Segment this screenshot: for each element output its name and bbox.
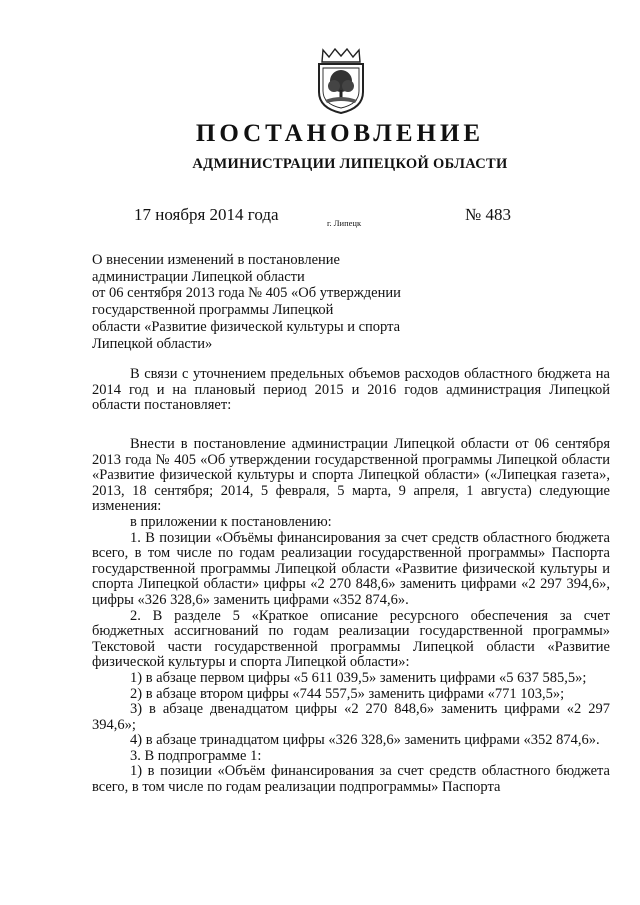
document-date: 17 ноября 2014 года <box>134 205 279 224</box>
document-heading <box>92 252 472 352</box>
issuing-authority: АДМИНИСТРАЦИИ ЛИПЕЦКОЙ ОБЛАСТИ <box>192 156 508 172</box>
heading-line: государственной программы Липецкой <box>92 302 334 319</box>
preamble-block <box>92 367 610 414</box>
lipetsk-coat-of-arms-icon <box>315 48 367 114</box>
preamble-paragraph: В связи с уточнением предельных объемов расходов областного бюджета на 2014 год и на плановый период 2015 и 2016 годов администрация Липецкой области постановляет: <box>92 366 610 414</box>
document-title: ПОСТАНОВЛЕНИЕ <box>195 120 485 147</box>
heading-line: Липецкой области» <box>92 335 213 352</box>
heading-line: от 06 сентября 2013 года № 405 «Об утверждении <box>92 285 401 302</box>
document-city: г. Липецк <box>327 218 362 228</box>
heading-line: области «Развитие физической культуры и спорта <box>92 318 401 335</box>
document-body <box>92 437 610 796</box>
body-paragraph: 3. В подпрограмме 1: <box>130 747 262 764</box>
body-paragraph: 1) в позиции «Объём финансирования за счет средств областного бюджета всего, в том числе по годам реализации подпрограммы» Паспорта <box>92 763 610 796</box>
body-paragraph: Внести в постановление администрации Липецкой области от 06 сентября 2013 года № 405 «Об утверждении государственной программы Липецкой области «Развитие физической культуры и спорта Липецкой области» («Липецкая газета», 2013, 18 сентября; 2014, 5 февраля, 5 марта, 9 апреля, 1 августа) следующие изменения: <box>92 436 610 515</box>
body-paragraph: 4) в абзаце тринадцатом цифры «326 328,6» заменить цифрами «352 874,6». <box>130 732 600 749</box>
body-paragraph: 2. В разделе 5 «Краткое описание ресурсного обеспечения за счет бюджетных ассигнований по годам реализации государственной программы» Текстовой части государственной программы Липецкой области «Развитие физической культуры и спорта Липецкой области»: <box>92 607 610 671</box>
heading-line: О внесении изменений в постановление <box>92 252 340 268</box>
body-paragraph: 3) в абзаце двенадцатом цифры «2 270 848,6» заменить цифрами «2 297 394,6»; <box>92 701 610 733</box>
heading-line: администрации Липецкой области <box>92 268 305 285</box>
body-paragraph: в приложении к постановлению: <box>130 513 332 530</box>
body-paragraph: 1. В позиции «Объёмы финансирования за счет средств областного бюджета всего, в том числе по годам реализации государственной программы» Паспорта государственной программы Липецкой области «Развитие физической культуры и спорта Липецкой области» цифры «2 270 848,6» заменить цифрами «2 297 394,6», цифры «326 328,6» заменить цифрами «352 874,6». <box>92 529 610 608</box>
body-paragraph: 2) в абзаце втором цифры «744 557,5» заменить цифрами «771 103,5»; <box>130 685 565 702</box>
document-number: № 483 <box>465 205 511 224</box>
body-paragraph: 1) в абзаце первом цифры «5 611 039,5» заменить цифрами «5 637 585,5»; <box>130 669 587 686</box>
